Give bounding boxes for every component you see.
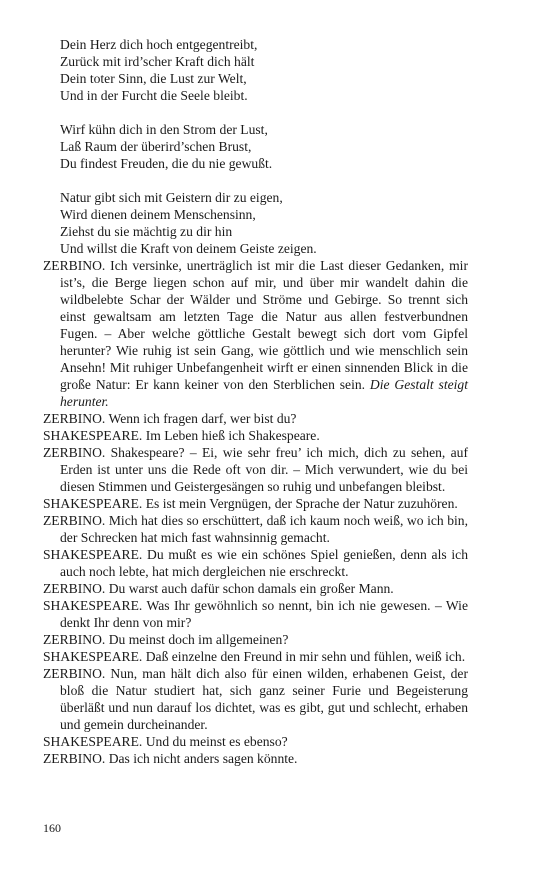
verse-line: Ziehst du sie mächtig zu dir hin	[60, 224, 233, 239]
dialogue-speech: SHAKESPEARE. Du mußt es wie ein schönes Spiel genießen, denn als ich auch noch lebte, hat mich dergleichen nie erschreckt.	[43, 547, 468, 579]
speech-text: ZERBINO. Ich versinke, unerträglich ist mir die Last dieser Gedanken, mir ist’s, die Berge liegen schon auf mir, und über mir wandelt dahin die wildbelebte Schar der Wälder und Ströme und Gebirge. So trennt sich einst gewaltsam am letzten Tage die Natur aus allen festverbundnen Fugen. – Aber welche göttliche Gestalt bewegt sich dort vom Gipfel herunter? Wie ruhig ist sein Gang, wie göttlich und wie menschlich sein Ansehn! Mit ruhiger Unbefangenheit wirft er einen sinnenden Blick in die große Natur: Er kann keiner von den Sterblichen sein.	[43, 258, 468, 392]
verse-line: Dein Herz dich hoch entgegentreibt,	[60, 37, 258, 52]
dialogue-speech: SHAKESPEARE. Daß einzelne den Freund in mir sehn und fühlen, weiß ich.	[43, 649, 466, 664]
dialogue-speech: ZERBINO. Nun, man hält dich also für einen wilden, erhabenen Geist, der bloß die Natur studiert hat, sich ganz seiner Furie und Begeisterung überläßt und nun darauf los dichtet, was es gibt, gut und schlecht, erhaben und gemein durcheinander.	[43, 666, 468, 732]
verse-line: Dein toter Sinn, die Lust zur Welt,	[60, 71, 247, 86]
verse-stanza	[60, 121, 468, 172]
verse-stanza	[60, 36, 468, 104]
verse-line: Und in der Furcht die Seele bleibt.	[60, 88, 248, 103]
verse-line: Wirf kühn dich in den Strom der Lust,	[60, 122, 268, 137]
dialogue-speech: ZERBINO. Mich hat dies so erschüttert, daß ich kaum noch weiß, wo ich bin, der Schrecken hat mich fast wahnsinnig gemacht.	[43, 513, 468, 545]
verse-line: Wird dienen deinem Menschensinn,	[60, 207, 256, 222]
dialogue-speech: ZERBINO. Du meinst doch im allgemeinen?	[43, 632, 289, 647]
dialogue-speech: SHAKESPEARE. Es ist mein Vergnügen, der Sprache der Natur zuzuhören.	[43, 496, 458, 511]
page-number: 160	[43, 821, 61, 835]
verse-line: Laß Raum der überird’schen Brust,	[60, 139, 252, 154]
verse-line: Zurück mit ird’scher Kraft dich hält	[60, 54, 255, 69]
verse-line: Du findest Freuden, die du nie gewußt.	[60, 156, 273, 171]
dialogue-speech: ZERBINO. Das ich nicht anders sagen könnte.	[43, 751, 298, 766]
dialogue-speech	[43, 257, 468, 410]
dialogue-speech: SHAKESPEARE. Und du meinst es ebenso?	[43, 734, 288, 749]
page-body	[43, 36, 468, 767]
dialogue-speech: SHAKESPEARE. Im Leben hieß ich Shakespeare.	[43, 428, 320, 443]
verse-stanza	[60, 189, 468, 257]
verse-line: Natur gibt sich mit Geistern dir zu eigen,	[60, 190, 283, 205]
stage-direction: Die Gestalt steigt herunter.	[60, 377, 468, 409]
dialogue-speech: SHAKESPEARE. Was Ihr gewöhnlich so nennt, bin ich nie gewesen. – Wie denkt Ihr denn von mir?	[43, 598, 468, 630]
dialogue-speech: ZERBINO. Shakespeare? – Ei, wie sehr freu’ ich mich, dich zu sehen, auf Erden ist unter uns die Rede oft von dir. – Mich verwundert, wie du bei diesen Stimmen und Geistergesängen so ruhig und unbefangen bleibst.	[43, 445, 468, 494]
verse-line: Und willst die Kraft von deinem Geiste zeigen.	[60, 241, 317, 256]
dialogue-speech: ZERBINO. Du warst auch dafür schon damals ein großer Mann.	[43, 581, 394, 596]
dialogue-speech: ZERBINO. Wenn ich fragen darf, wer bist du?	[43, 411, 297, 426]
